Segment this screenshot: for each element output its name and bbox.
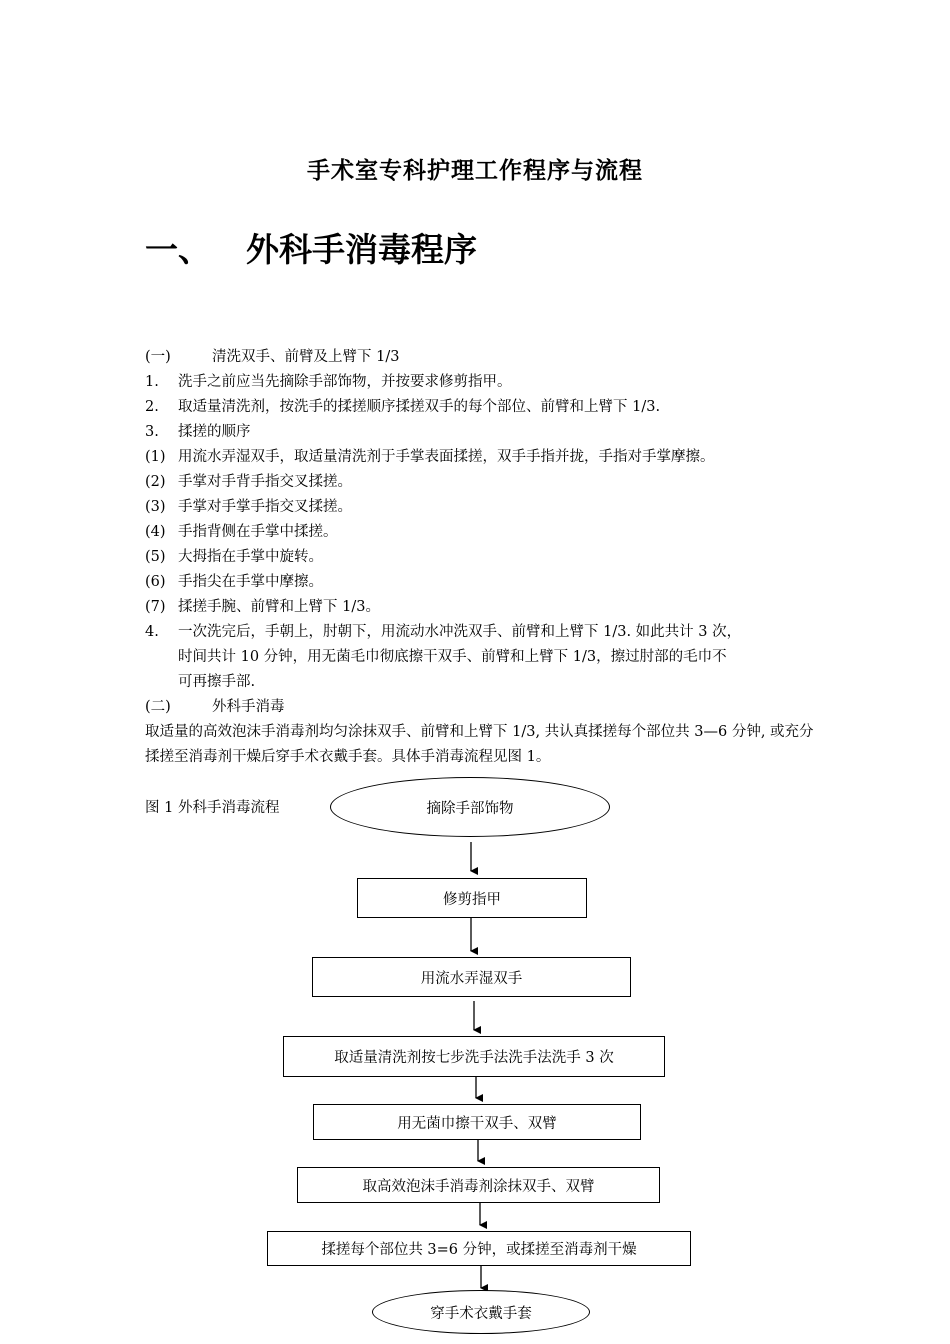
list-item-number: (3) bbox=[145, 499, 166, 515]
list-item-text: 手掌对手掌手指交叉揉搓。 bbox=[178, 499, 352, 515]
list-item-number: (1) bbox=[145, 449, 166, 465]
list-item-text: 揉搓手腕、前臂和上臂下 1/3。 bbox=[178, 599, 380, 615]
list-item-text: 一次洗完后，手朝上，肘朝下，用流动水冲洗双手、前臂和上臂下 1/3. 如此共计 3 次， bbox=[178, 624, 742, 640]
flow-step: 揉搓每个部位共 3=6 分钟，或揉搓至消毒剂干燥 bbox=[267, 1231, 691, 1266]
flow-step: 用无菌巾擦干双手、双臂 bbox=[313, 1104, 641, 1140]
part-two-paragraph: 取适量的高效泡沫手消毒剂均匀涂抹双手、前臂和上臂下 1/3, 共认真揉搓每个部位共 3—6 分钟, 或充分揉搓至消毒剂干燥后穿手术衣戴手套。具体手消毒流程见图 1。 bbox=[145, 724, 814, 765]
part-one-title: 清洗双手、前臂及上臂下 1/3 bbox=[212, 349, 400, 365]
list-item-text: 洗手之前应当先摘除手部饰物，并按要求修剪指甲。 bbox=[178, 374, 512, 390]
section-number: 一、 bbox=[145, 230, 211, 269]
document-title: 手术室专科护理工作程序与流程 bbox=[307, 157, 643, 184]
list-item-continuation: 可再擦手部. bbox=[178, 674, 256, 690]
part-two-number: (二) bbox=[145, 699, 171, 715]
flow-step: 修剪指甲 bbox=[357, 878, 587, 918]
list-item-text: 揉搓的顺序 bbox=[178, 424, 251, 440]
list-item-text: 手指尖在手掌中摩擦。 bbox=[178, 574, 323, 590]
flow-step-end: 穿手术衣戴手套 bbox=[372, 1290, 590, 1334]
list-item-text: 大拇指在手掌中旋转。 bbox=[178, 549, 323, 565]
list-item-number: (7) bbox=[145, 599, 166, 615]
flow-step: 用流水弄湿双手 bbox=[312, 957, 631, 997]
flow-step-start: 摘除手部饰物 bbox=[330, 777, 610, 837]
part-one-number: (一) bbox=[145, 349, 171, 365]
list-item-number: (4) bbox=[145, 524, 166, 540]
flow-step: 取适量清洗剂按七步洗手法洗手法洗手 3 次 bbox=[283, 1036, 665, 1077]
list-item-text: 手掌对手背手指交叉揉搓。 bbox=[178, 474, 352, 490]
list-item-number: 1. bbox=[145, 374, 159, 390]
list-item-number: 4. bbox=[145, 624, 159, 640]
part-two-title: 外科手消毒 bbox=[212, 699, 285, 715]
list-item-continuation: 时间共计 10 分钟，用无菌毛巾彻底擦干双手、前臂和上臂下 1/3，擦过肘部的毛巾不 bbox=[178, 649, 727, 665]
figure-caption: 图 1 外科手消毒流程 bbox=[145, 800, 280, 816]
section-title: 外科手消毒程序 bbox=[246, 230, 477, 269]
list-item-number: (5) bbox=[145, 549, 166, 565]
list-item-text: 手指背侧在手掌中揉搓。 bbox=[178, 524, 338, 540]
list-item-number: 3. bbox=[145, 424, 159, 440]
list-item-number: (6) bbox=[145, 574, 166, 590]
flow-step: 取高效泡沫手消毒剂涂抹双手、双臂 bbox=[297, 1167, 660, 1203]
list-item-number: (2) bbox=[145, 474, 166, 490]
list-item-text: 用流水弄湿双手，取适量清洗剂于手掌表面揉搓，双手手指并拢，手指对手掌摩擦。 bbox=[178, 449, 715, 465]
list-item-number: 2. bbox=[145, 399, 159, 415]
list-item-text: 取适量清洗剂，按洗手的揉搓顺序揉搓双手的每个部位、前臂和上臂下 1/3. bbox=[178, 399, 661, 415]
